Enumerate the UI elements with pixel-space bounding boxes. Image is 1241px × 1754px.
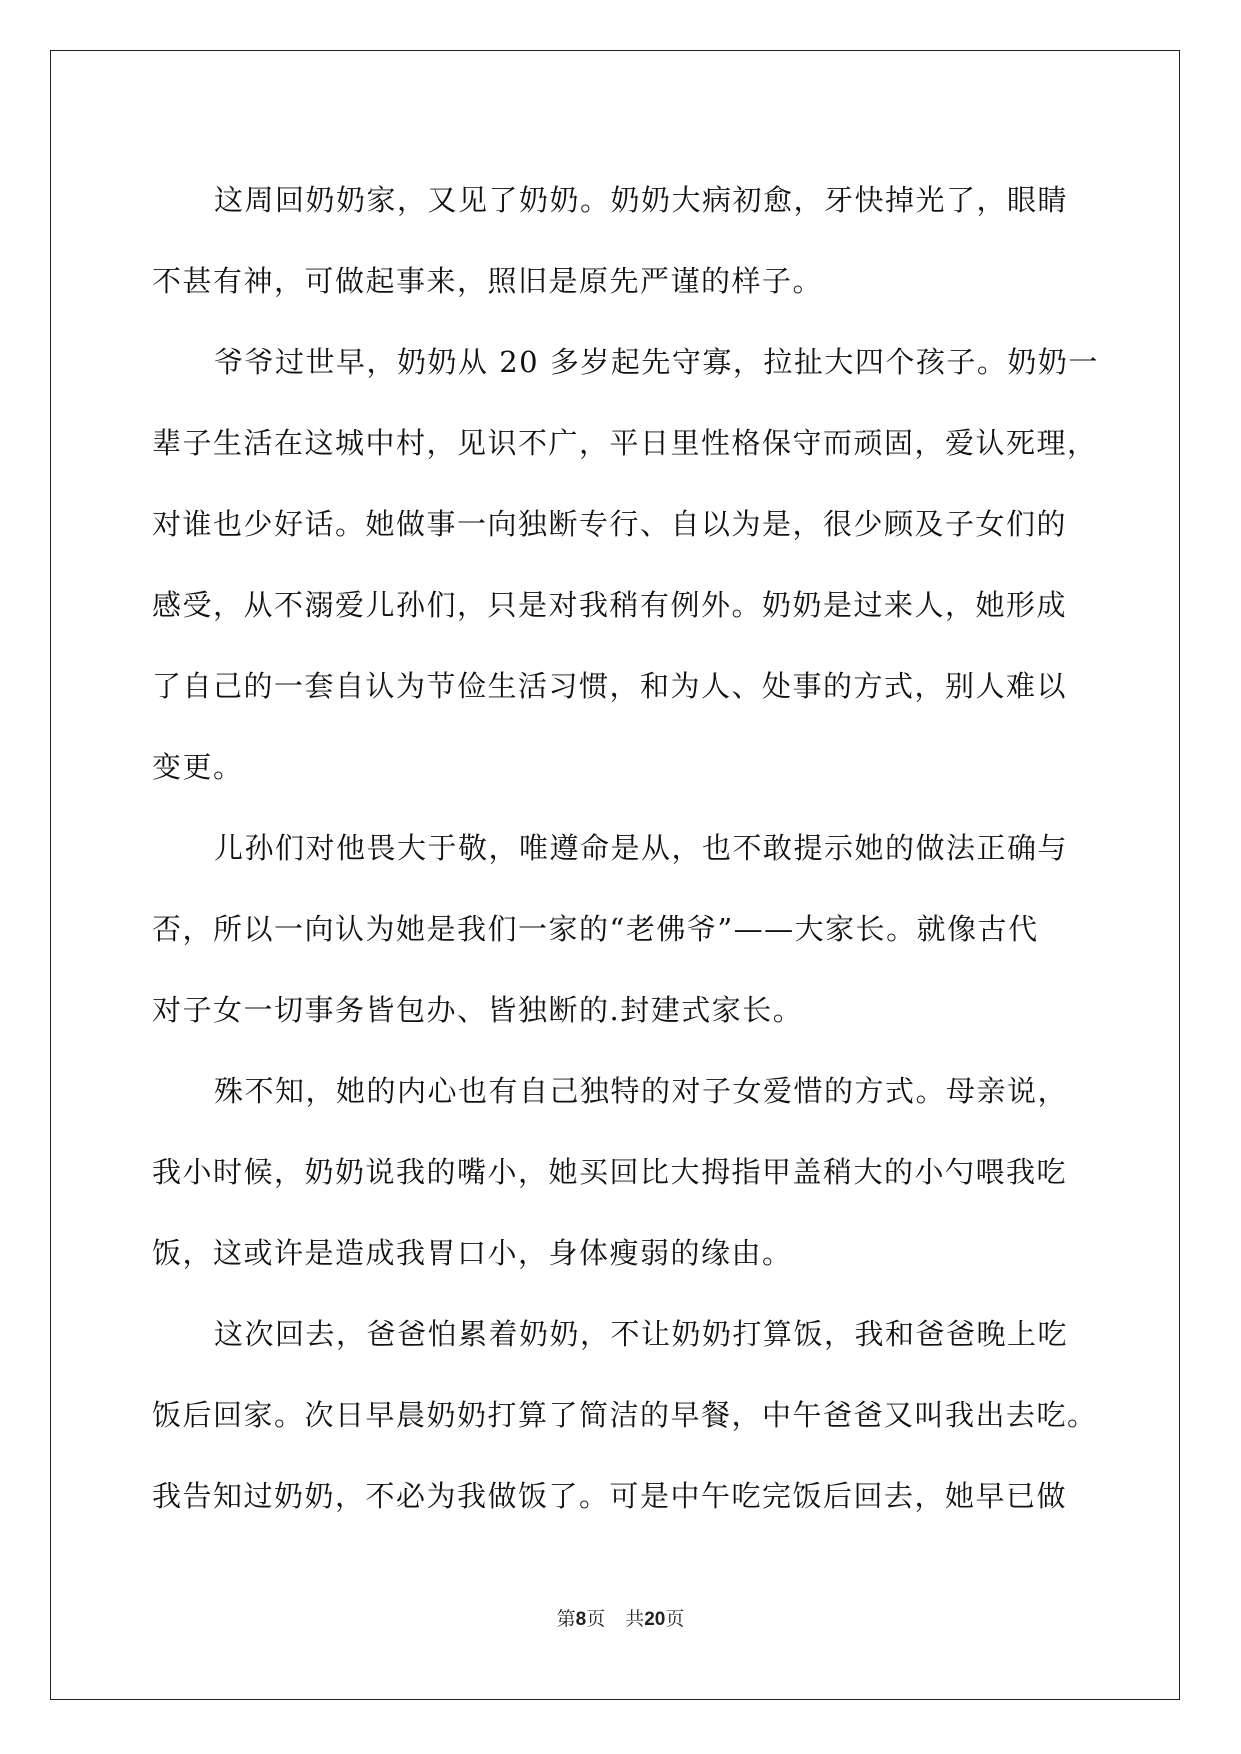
page-footer <box>0 1604 1241 1631</box>
paragraph-2-line-3: 对谁也少好话。她做事一向独断专行、自以为是，很少顾及子女们的 <box>152 507 1068 541</box>
paragraph-1-line-2: 不甚有神，可做起事来，照旧是原先严谨的样子。 <box>152 264 824 298</box>
paragraph-1-line-1: 这周回奶奶家，又见了奶奶。奶奶大病初愈，牙快掉光了，眼睛 <box>214 183 1069 217</box>
document-body <box>152 160 1099 1537</box>
footer-total-pages: 20 <box>644 1609 666 1630</box>
paragraph-5-line-3: 我告知过奶奶，不必为我做饭了。可是中午吃完饭后回去，她早已做 <box>152 1479 1068 1513</box>
footer-current-page: 8 <box>575 1609 587 1630</box>
paragraph-2-line-6: 变更。 <box>152 750 244 784</box>
paragraph-5-line-2: 饭后回家。次日早晨奶奶打算了简洁的早餐，中午爸爸又叫我出去吃。 <box>152 1398 1098 1432</box>
paragraph-3-line-3: 对子女一切事务皆包办、皆独断的.封建式家长。 <box>152 993 804 1027</box>
paragraph-2-line-4: 感受，从不溺爱儿孙们，只是对我稍有例外。奶奶是过来人，她形成 <box>152 588 1068 622</box>
paragraph-5-line-1: 这次回去，爸爸怕累着奶奶，不让奶奶打算饭，我和爸爸晚上吃 <box>214 1317 1069 1351</box>
footer-total-suffix: 页 <box>665 1608 685 1630</box>
paragraph-2-line-1: 爷爷过世早，奶奶从 20 多岁起先守寡，拉扯大四个孩子。奶奶一 <box>214 345 1099 379</box>
paragraph-3-line-1: 儿孙们对他畏大于敬，唯遵命是从，也不敢提示她的做法正确与 <box>214 831 1069 865</box>
footer-page-suffix: 页 <box>586 1608 606 1630</box>
paragraph-4-line-2: 我小时候，奶奶说我的嘴小，她买回比大拇指甲盖稍大的小勺喂我吃 <box>152 1155 1068 1189</box>
paragraph-4-line-3: 饭，这或许是造成我胃口小，身体瘦弱的缘由。 <box>152 1236 793 1270</box>
paragraph-2-line-2: 辈子生活在这城中村，见识不广，平日里性格保守而顽固，爱认死理， <box>152 426 1098 460</box>
footer-page-prefix: 第 <box>556 1608 576 1630</box>
footer-total-prefix: 共 <box>625 1608 645 1630</box>
paragraph-3-line-2: 否，所以一向认为她是我们一家的“老佛爷”——大家长。就像古代 <box>152 912 1039 946</box>
paragraph-2-line-5: 了自己的一套自认为节俭生活习惯，和为人、处事的方式，别人难以 <box>152 669 1068 703</box>
paragraph-4-line-1: 殊不知，她的内心也有自己独特的对子女爱惜的方式。母亲说， <box>214 1074 1069 1108</box>
